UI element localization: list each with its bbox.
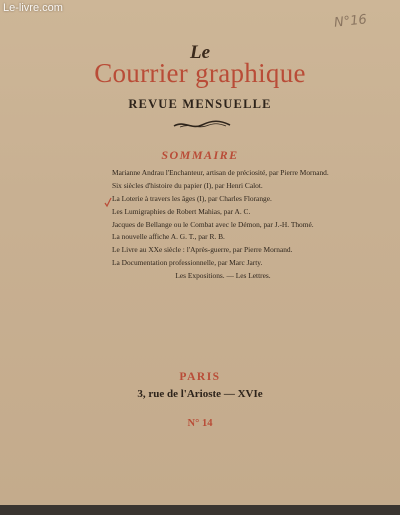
toc-item: La Documentation professionnelle, par Marc Jarty. xyxy=(112,258,263,268)
toc-item: Six siècles d'histoire du papier (I), par Henri Calot. xyxy=(112,180,263,190)
toc-item: Marianne Andrau l'Enchanteur, artisan de préciosité, par Pierre Mornand. xyxy=(112,168,329,177)
watermark: Le-livre.com xyxy=(3,2,63,14)
flourish-ornament xyxy=(172,118,232,132)
toc-item: Jacques de Bellange ou le Combat avec le Démon, par J.-H. Thomé. xyxy=(112,219,314,229)
toc-item: Les Expositions. — Les Lettres. xyxy=(175,271,271,281)
toc-item: La Loterie à travers les âges (I), par Charles Florange. xyxy=(112,193,272,203)
issue-number: N° 14 xyxy=(187,418,213,429)
toc-item: Le Livre au XXe siècle : l'Après-guerre, par Pierre Mornand. xyxy=(112,245,293,255)
sommaire-heading: SOMMAIRE xyxy=(161,148,239,162)
imprint-address: 3, rue de l'Arioste — XVIe xyxy=(137,388,263,400)
bottom-edge xyxy=(0,505,400,515)
toc-item: Les Lumigraphies de Robert Mahias, par A. C. xyxy=(112,206,251,216)
imprint-city: PARIS xyxy=(179,371,221,383)
check-mark-icon xyxy=(104,197,112,208)
handwritten-note: N°16 xyxy=(333,12,368,31)
masthead-title: Courrier graphique xyxy=(94,58,306,88)
masthead-prefix: Le xyxy=(189,42,211,63)
masthead-subtitle: REVUE MENSUELLE xyxy=(128,97,272,111)
toc-item: La nouvelle affiche A. G. T., par R. B. xyxy=(112,232,225,242)
table-of-contents xyxy=(112,169,334,285)
